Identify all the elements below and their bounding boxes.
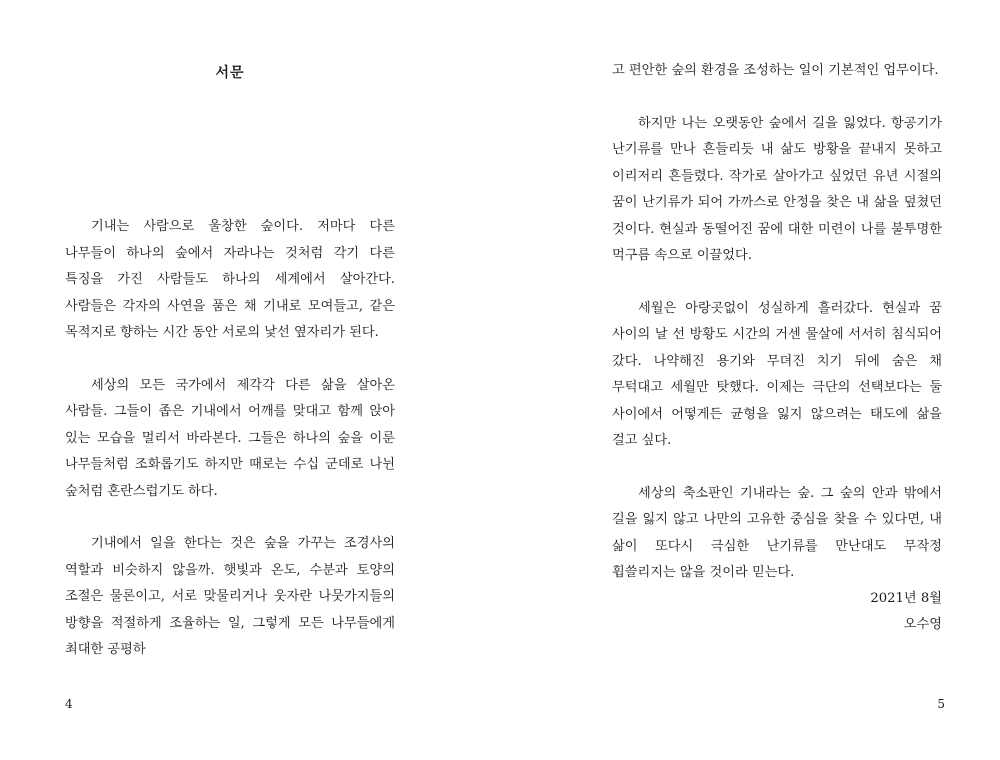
- paragraph: 기내는 사람으로 울창한 숲이다. 저마다 다른 나무들이 하나의 숲에서 자라나는 것처럼 각기 다른 특징을 가진 사람들도 하나의 세계에서 살아간다. 사람들은 각자의 사연을 품은 채 기내로 모여들고, 같은 목적지로 향하는 시간 동안 서로의 낯선 옆자리가 된다.: [65, 219, 395, 340]
- paragraph: 하지만 나는 오랫동안 숲에서 길을 잃었다. 항공기가 난기류를 만나 흔들리듯 내 삶도 방황을 끝내지 못하고 이리저리 흔들렸다. 작가로 살아가고 싶었던 유년 시절의 꿈이 난기류가 되어 가까스로 안정을 찾은 내 삶을 덮쳤던 것이다. 현실과 동떨어진 꿈에 대한 미련이 나를 불투명한 먹구름 속으로 이끌었다.: [612, 115, 942, 263]
- paragraph: 세상의 축소판인 기내라는 숲. 그 숲의 안과 밖에서 길을 잃지 않고 나만의 고유한 중심을 찾을 수 있다면, 내 삶이 또다시 극심한 난기류를 만난대도 무작정 휩쓸리지는 않을 것이라 믿는다.: [612, 485, 942, 580]
- right-page-body: [612, 58, 942, 613]
- page-number: 4: [65, 697, 73, 711]
- paragraph: 기내에서 일을 한다는 것은 숲을 가꾸는 조경사의 역할과 비슷하지 않을까. 햇빛과 온도, 수분과 토양의 조절은 물론이고, 서로 맞물리거나 웃자란 나뭇가지들의 방향을 적절하게 조율하는 일, 그렇게 모든 나무들에게 최대한 공평하: [65, 536, 395, 657]
- page-number: 5: [937, 697, 945, 711]
- paragraph: 세상의 모든 국가에서 제각각 다른 삶을 살아온 사람들. 그들이 좁은 기내에서 어깨를 맞대고 함께 앉아 있는 모습을 멀리서 바라본다. 그들은 하나의 숲을 이룬 나무들처럼 조화롭기도 하지만 때로는 수십 군데로 나뉜 숲처럼 혼란스럽기도 하다.: [65, 377, 395, 499]
- right-page: [612, 0, 945, 760]
- left-page-body: [65, 214, 395, 690]
- left-page: [65, 0, 395, 760]
- page-title: 서문: [215, 65, 245, 81]
- paragraph: 세월은 아랑곳없이 성실하게 흘러갔다. 현실과 꿈 사이의 날 선 방황도 시간의 거센 물살에 서서히 침식되어 갔다. 나약해진 용기와 무뎌진 치기 뒤에 숨은 채 무턱대고 세월만 탓했다. 이제는 극단의 선택보다는 둘 사이에서 어떻게든 균형을 잃지 않으려는 태도에 삶을 걸고 싶다.: [612, 300, 942, 448]
- continued-paragraph: 고 편안한 숲의 환경을 조성하는 일이 기본적인 업무이다.: [612, 63, 939, 78]
- signature-name: 오수영: [903, 617, 942, 632]
- signature-date: 2021년 8월: [870, 591, 942, 606]
